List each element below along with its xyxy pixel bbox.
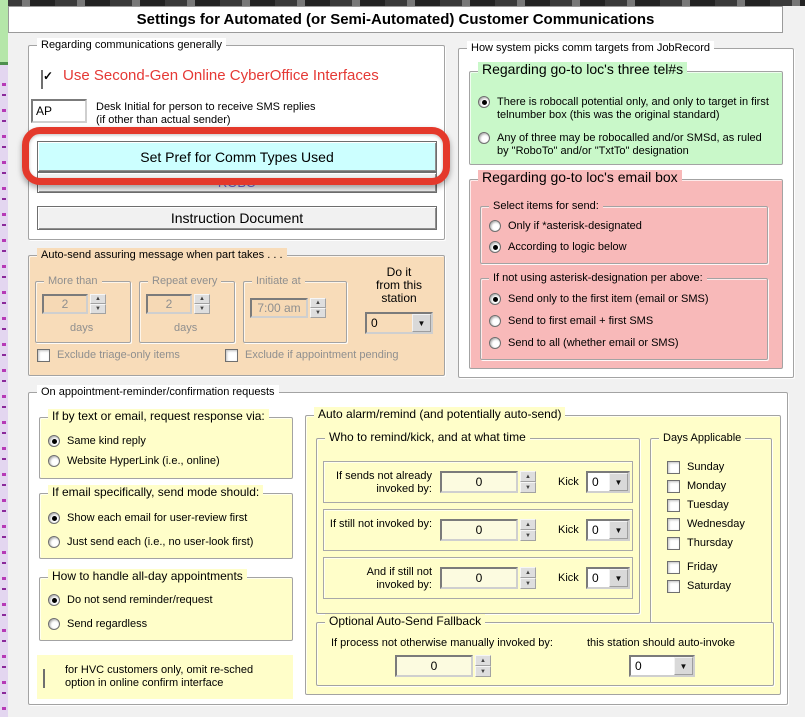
who-row-3-kick-label: Kick — [558, 572, 579, 584]
more-than-value[interactable]: 2 — [42, 294, 88, 314]
fallback-spin-down-icon[interactable] — [475, 666, 491, 677]
group-targets — [458, 42, 794, 378]
no-asterisk-option-2-label: Send to first email + first SMS — [508, 315, 654, 327]
fallback-station-arrow-icon[interactable] — [674, 657, 693, 675]
email-mode-radio-2[interactable] — [48, 536, 60, 548]
group-days — [650, 432, 772, 624]
exclude-triage-checkbox[interactable] — [37, 349, 50, 362]
page-title: Settings for Automated (or Semi-Automated) Customer Communications — [8, 6, 783, 33]
group-general — [28, 39, 445, 240]
set-pref-button[interactable]: Set Pref for Comm Types Used — [37, 141, 437, 172]
who-row-1-spin-down-icon[interactable] — [520, 482, 536, 493]
day-thursday-row[interactable] — [667, 537, 733, 550]
desk-initial-label-line1: Desk Initial for person to receive SMS replies — [96, 101, 316, 113]
select-items-option-2[interactable] — [489, 241, 627, 254]
more-than-spinner[interactable] — [42, 294, 106, 314]
who-row-2-spin-down-icon[interactable] — [520, 530, 536, 541]
exclude-triage-label: Exclude triage-only items — [57, 349, 180, 361]
who-row-3-spinner[interactable] — [440, 567, 536, 589]
desk-initial-label-line2: (if other than actual sender) — [96, 114, 231, 126]
allday-option-2-label: Send regardless — [67, 618, 148, 630]
initiate-at-caption: Initiate at — [252, 274, 305, 289]
group-telnums — [469, 61, 783, 165]
who-row-1-kick-label: Kick — [558, 476, 579, 488]
repeat-every-unit: days — [174, 322, 198, 334]
who-row-1-label: If sends not already invoked by: — [335, 470, 432, 495]
who-row-3-kick-dropdown[interactable] — [586, 567, 630, 589]
group-autosend — [28, 249, 445, 376]
no-asterisk-option-3[interactable] — [489, 337, 679, 350]
group-who — [316, 430, 640, 614]
who-row-2-kick-arrow-icon[interactable] — [609, 521, 628, 539]
group-appt-caption: On appointment-reminder/confirmation requests — [37, 385, 279, 400]
initiate-at-spin-down-icon[interactable] — [310, 308, 326, 318]
who-row-1-kick-arrow-icon[interactable] — [609, 473, 628, 491]
response-via-option-1[interactable] — [48, 435, 146, 448]
who-row-1-kick-value: 0 — [592, 475, 599, 489]
allday-caption: How to handle all-day appointments — [48, 569, 247, 584]
response-via-caption: If by text or email, request response via: — [48, 409, 269, 424]
repeat-every-spin-up-icon[interactable] — [194, 294, 210, 304]
who-row-3-label: And if still not invoked by: — [366, 566, 432, 591]
no-asterisk-option-1[interactable] — [489, 293, 709, 306]
initiate-at-spin-up-icon[interactable] — [310, 298, 326, 308]
group-days-caption: Days Applicable — [659, 431, 745, 446]
who-row-3-spin-up-icon[interactable] — [520, 567, 536, 578]
who-row-2 — [323, 509, 633, 551]
who-row-2-spin-up-icon[interactable] — [520, 519, 536, 530]
response-via-option-2[interactable] — [48, 455, 220, 468]
day-sunday-label: Sunday — [687, 461, 725, 473]
secondgen-checkbox[interactable] — [41, 70, 43, 89]
more-than-unit: days — [70, 322, 94, 334]
group-general-caption: Regarding communications generally — [37, 38, 226, 53]
telnums-option-1-label: There is robocall potential only, and only to target in first telnumber box (this was the original standard) — [497, 96, 769, 121]
select-items-option-2-label: According to logic below — [508, 241, 627, 253]
day-monday-label: Monday — [687, 480, 727, 492]
telnums-radio-2[interactable] — [478, 132, 490, 144]
exclude-triage-checkbox-row[interactable] — [37, 349, 180, 362]
fallback-station-dropdown[interactable] — [629, 655, 695, 677]
initiate-at-value[interactable]: 7:00 am — [250, 298, 308, 318]
day-saturday-checkbox[interactable] — [667, 580, 680, 593]
who-row-3-spin-down-icon[interactable] — [520, 578, 536, 589]
group-alarm — [305, 407, 781, 695]
group-targets-caption: How system picks comm targets from JobRecord — [467, 41, 714, 56]
email-mode-option-2-label: Just send each (i.e., no user-look first) — [67, 536, 254, 548]
who-row-2-spinner[interactable] — [440, 519, 536, 541]
who-row-2-value[interactable]: 0 — [440, 519, 518, 541]
response-via-option-2-label: Website HyperLink (i.e., online) — [67, 455, 220, 467]
day-wednesday-checkbox[interactable] — [667, 518, 680, 531]
more-than-spin-up-icon[interactable] — [90, 294, 106, 304]
response-via-radio-1[interactable] — [48, 435, 60, 447]
no-asterisk-option-3-label: Send to all (whether email or SMS) — [508, 337, 679, 349]
day-friday-checkbox[interactable] — [667, 561, 680, 574]
fallback-station-value: 0 — [635, 659, 642, 673]
day-wednesday-row[interactable] — [667, 518, 745, 531]
allday-radio-1[interactable] — [48, 594, 60, 606]
day-monday-row[interactable] — [667, 480, 726, 493]
repeat-every-spinner[interactable] — [146, 294, 210, 314]
who-row-1-spinner[interactable] — [440, 471, 536, 493]
more-than-caption: More than — [44, 274, 102, 289]
group-select-items — [480, 200, 768, 264]
no-asterisk-option-2[interactable] — [489, 315, 653, 328]
instruction-document-button[interactable]: Instruction Document — [37, 206, 437, 230]
day-thursday-checkbox[interactable] — [667, 537, 680, 550]
select-items-option-1[interactable] — [489, 220, 642, 233]
hvc-label-line2: option in online confirm interface — [65, 677, 224, 689]
allday-option-2[interactable] — [48, 618, 147, 631]
more-than-spin-down-icon[interactable] — [90, 304, 106, 314]
who-row-2-kick-value: 0 — [592, 523, 599, 537]
allday-radio-2[interactable] — [48, 618, 60, 630]
select-items-caption: Select items for send: — [489, 199, 603, 214]
day-wednesday-label: Wednesday — [687, 518, 745, 530]
station-label-line3: station — [381, 291, 417, 305]
group-email-mode — [39, 485, 293, 559]
repeat-every-value[interactable]: 2 — [146, 294, 192, 314]
left-edge-strip — [0, 0, 8, 717]
telnums-option-2-label: Any of three may be robocalled and/or SMSd, as ruled by "RoboTo" and/or "TxtTo" designation — [497, 132, 762, 157]
group-more-than — [35, 275, 131, 343]
day-tuesday-label: Tuesday — [687, 499, 729, 511]
allday-option-1-label: Do not send reminder/request — [67, 594, 213, 606]
day-friday-label: Friday — [687, 561, 718, 573]
robo-button[interactable]: ROBO — [37, 172, 437, 193]
no-asterisk-radio-3[interactable] — [489, 337, 501, 349]
day-thursday-label: Thursday — [687, 537, 733, 549]
group-fallback — [316, 614, 774, 686]
response-via-option-1-label: Same kind reply — [67, 435, 146, 447]
email-mode-option-2[interactable] — [48, 536, 253, 549]
exclude-pending-label: Exclude if appointment pending — [245, 349, 399, 361]
group-autosend-caption: Auto-send assuring message when part takes . . . — [37, 248, 287, 263]
day-tuesday-checkbox[interactable] — [667, 499, 680, 512]
initiate-at-spinner[interactable] — [250, 298, 326, 318]
secondgen-label: Use Second-Gen Online CyberOffice Interfaces — [63, 67, 379, 84]
who-row-2-label: If still not invoked by: — [329, 518, 432, 530]
who-row-3 — [323, 557, 633, 599]
group-response-via — [39, 409, 293, 479]
group-initiate-at — [243, 275, 347, 343]
who-row-3-kick-arrow-icon[interactable] — [609, 569, 628, 587]
email-mode-caption: If email specifically, send mode should: — [48, 485, 263, 500]
fallback-value[interactable]: 0 — [395, 655, 473, 677]
no-asterisk-radio-1[interactable] — [489, 293, 501, 305]
fallback-spinner[interactable] — [395, 655, 491, 677]
group-no-asterisk — [480, 272, 768, 360]
day-tuesday-row[interactable] — [667, 499, 729, 512]
station-label-line2: from this — [375, 278, 422, 292]
email-mode-option-1-label: Show each email for user-review first — [67, 512, 248, 524]
group-fallback-caption: Optional Auto-Send Fallback — [325, 614, 485, 629]
who-row-1-value[interactable]: 0 — [440, 471, 518, 493]
group-emailbox-caption: Regarding go-to loc's email box — [478, 170, 682, 185]
fallback-right-label: this station should auto-invoke — [587, 637, 735, 649]
hvc-panel — [37, 655, 293, 699]
group-appt — [28, 386, 788, 705]
day-sunday-row[interactable] — [667, 461, 724, 474]
no-asterisk-radio-2[interactable] — [489, 315, 501, 327]
group-allday — [39, 569, 293, 641]
group-emailbox — [469, 169, 783, 369]
desk-initial-input[interactable] — [31, 99, 87, 123]
who-row-3-value[interactable]: 0 — [440, 567, 518, 589]
hvc-label-line1: for HVC customers only, omit re-sched — [65, 664, 254, 676]
who-row-1 — [323, 461, 633, 503]
day-sunday-checkbox[interactable] — [667, 461, 680, 474]
hvc-checkbox[interactable] — [43, 669, 45, 688]
who-row-1-kick-dropdown[interactable] — [586, 471, 630, 493]
telnums-radio-1[interactable] — [478, 96, 490, 108]
exclude-pending-checkbox-row[interactable] — [225, 349, 399, 362]
select-items-radio-1[interactable] — [489, 220, 501, 232]
telnums-option-2[interactable] — [478, 132, 774, 158]
email-mode-radio-1[interactable] — [48, 512, 60, 524]
select-items-radio-2[interactable] — [489, 241, 501, 253]
who-row-1-spin-up-icon[interactable] — [520, 471, 536, 482]
day-saturday-label: Saturday — [687, 580, 732, 592]
station-dropdown-arrow-icon[interactable] — [412, 314, 431, 332]
fallback-spin-up-icon[interactable] — [475, 655, 491, 666]
who-row-2-kick-dropdown[interactable] — [586, 519, 630, 541]
day-saturday-row[interactable] — [667, 580, 731, 593]
who-row-2-kick-label: Kick — [558, 524, 579, 536]
allday-option-1[interactable] — [48, 594, 213, 607]
no-asterisk-caption: If not using asterisk-designation per above: — [489, 271, 707, 286]
left-edge-green-segment — [0, 0, 8, 65]
email-mode-option-1[interactable] — [48, 512, 247, 525]
day-monday-checkbox[interactable] — [667, 480, 680, 493]
group-alarm-caption: Auto alarm/remind (and potentially auto-send) — [314, 407, 565, 422]
select-items-option-1-label: Only if *asterisk-designated — [508, 220, 642, 232]
group-repeat-every — [139, 275, 235, 343]
left-edge-marks — [2, 70, 6, 710]
station-label-line1: Do it — [386, 265, 412, 279]
fallback-left-label: If process not otherwise manually invoked by: — [331, 637, 553, 649]
repeat-every-caption: Repeat every — [148, 274, 221, 289]
group-who-caption: Who to remind/kick, and at what time — [325, 430, 530, 445]
response-via-radio-2[interactable] — [48, 455, 60, 467]
who-row-3-kick-value: 0 — [592, 571, 599, 585]
group-telnums-caption: Regarding go-to loc's three tel#s — [478, 62, 687, 77]
no-asterisk-option-1-label: Send only to the first item (email or SMS) — [508, 293, 709, 305]
telnums-option-1[interactable] — [478, 96, 774, 122]
repeat-every-spin-down-icon[interactable] — [194, 304, 210, 314]
station-dropdown-value: 0 — [371, 316, 378, 330]
station-dropdown[interactable] — [365, 312, 433, 334]
day-friday-row[interactable] — [667, 561, 718, 574]
exclude-pending-checkbox[interactable] — [225, 349, 238, 362]
